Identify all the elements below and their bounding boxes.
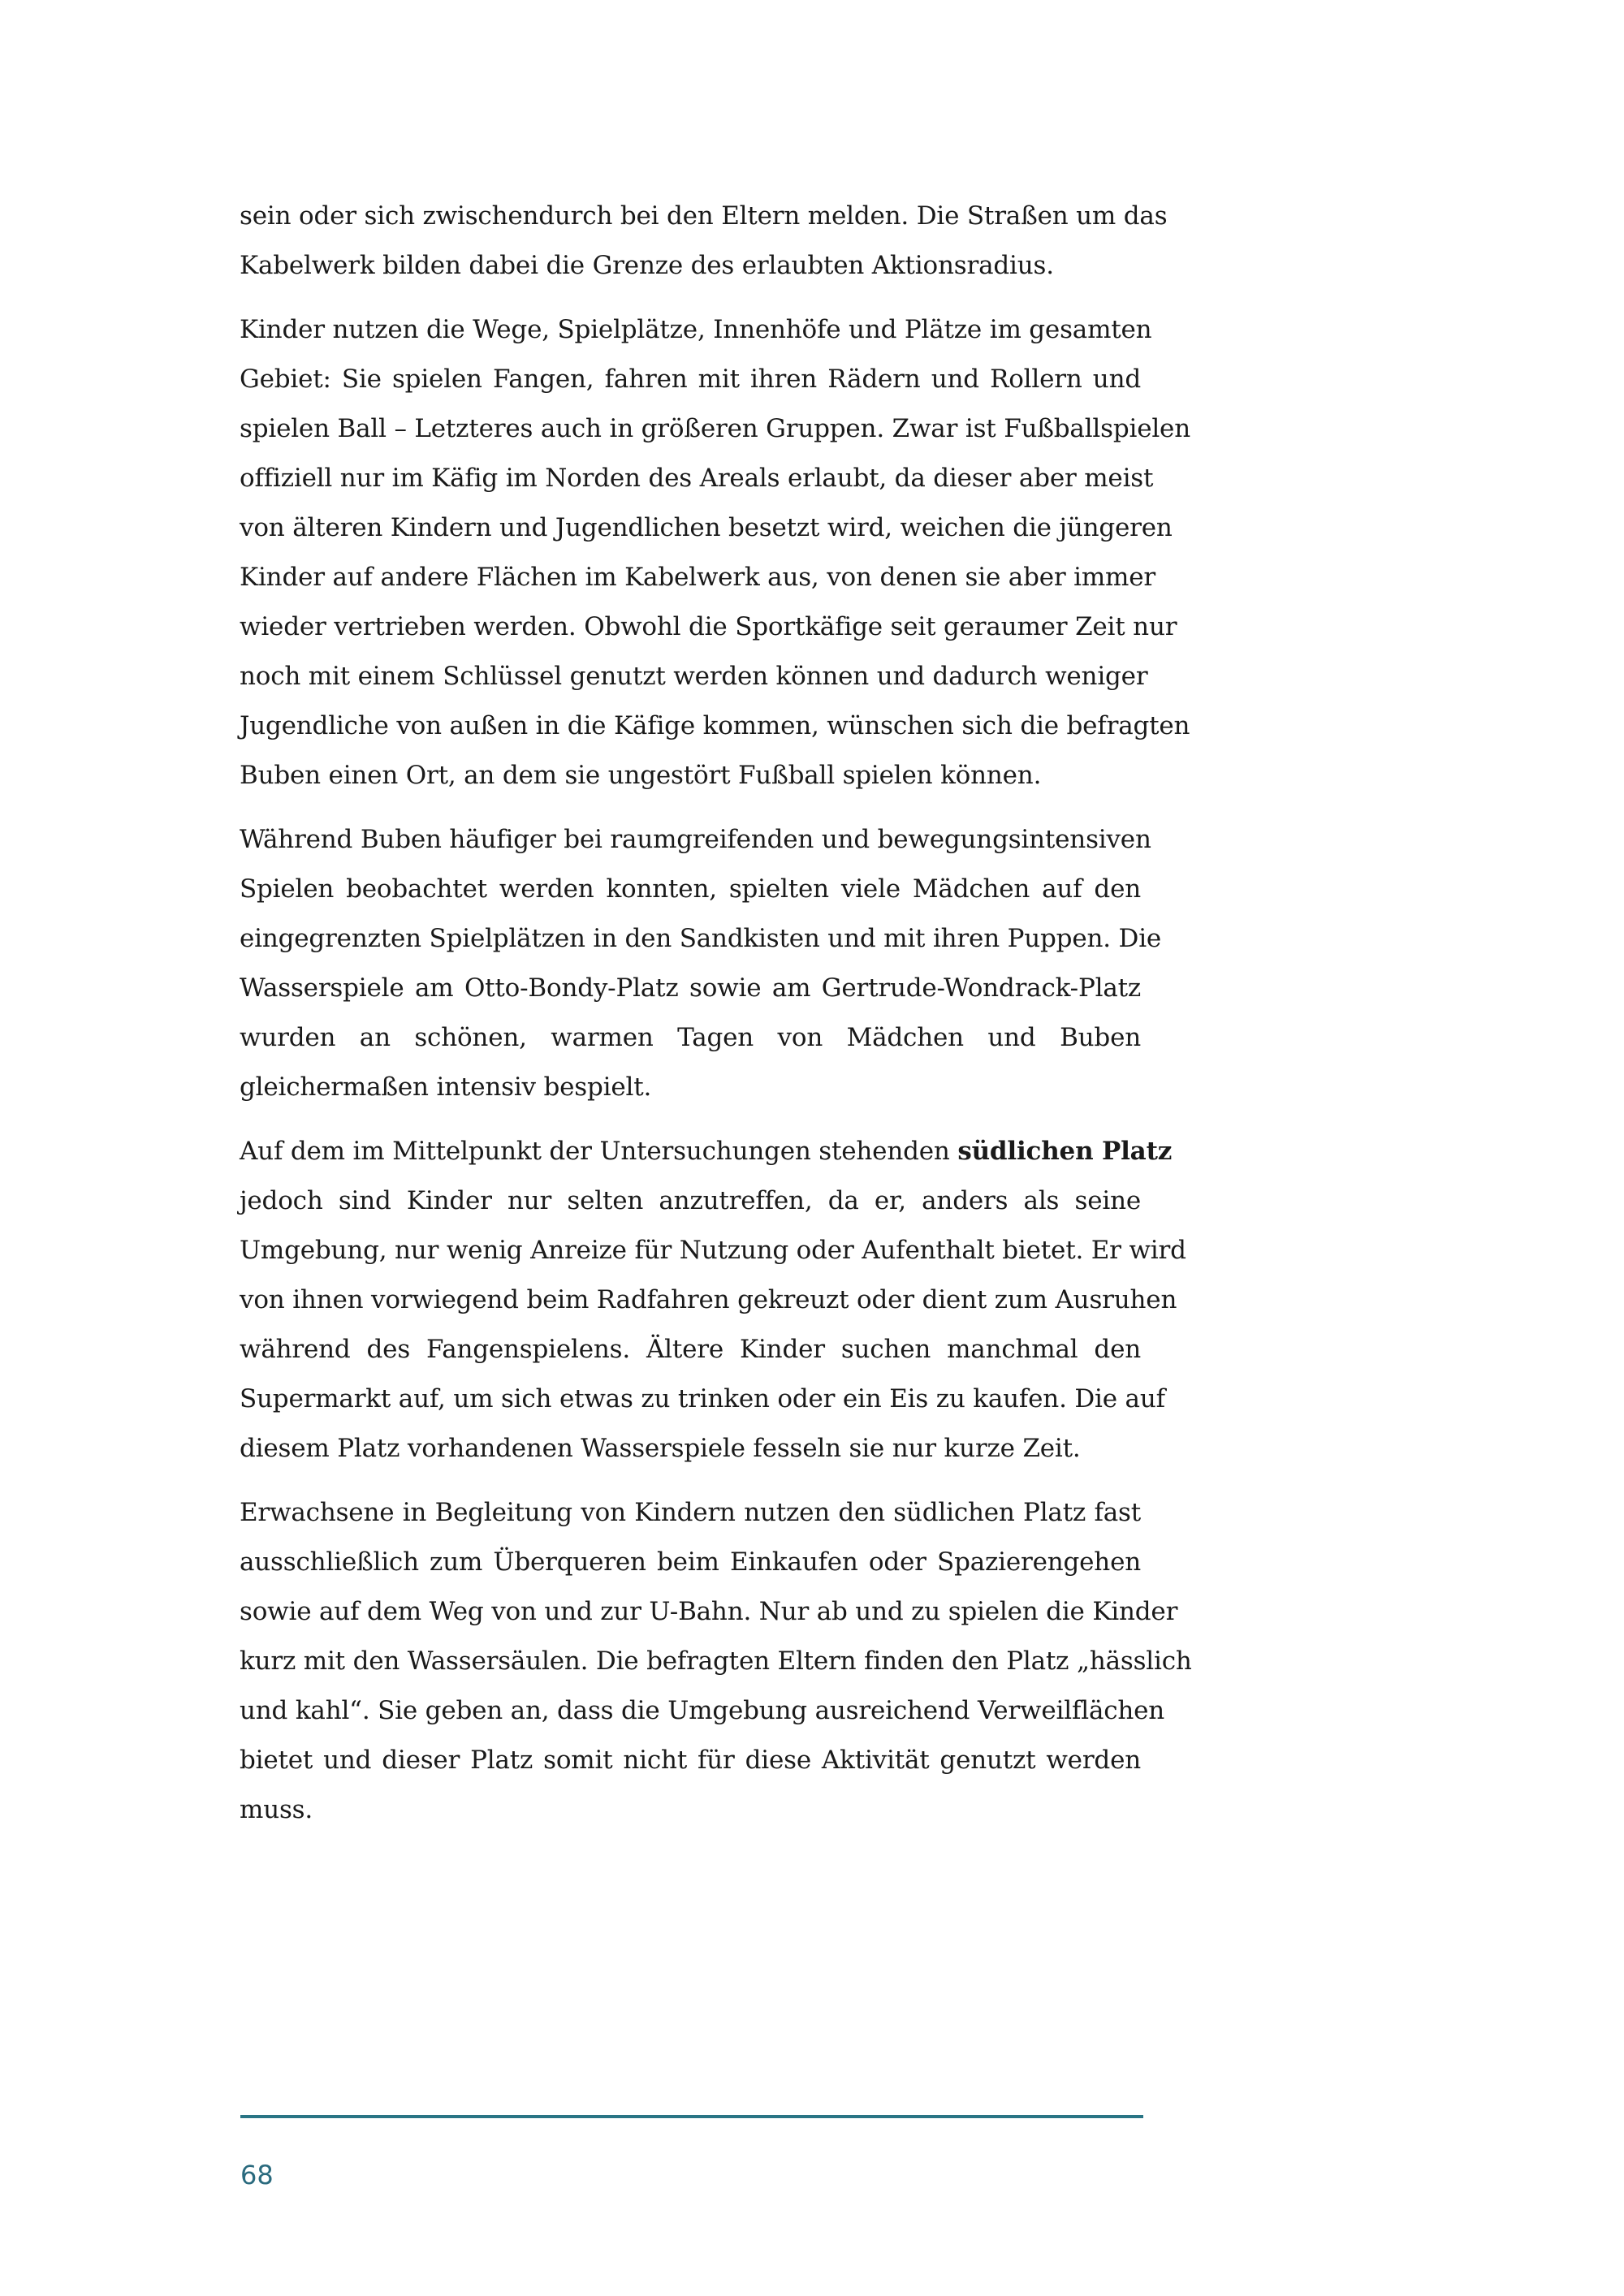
page-number: 68 [240,2160,274,2190]
text-line: Kabelwerk bilden dabei die Grenze des erlaubten Aktionsradius. [240,251,1054,280]
text-line-prefix: Auf dem im Mittelpunkt der Untersuchungen stehenden [240,1137,950,1166]
body-text [240,192,1192,1849]
text-line: Erwachsene in Begleitung von Kindern nutzen den südlichen Platz fast [240,1498,1141,1527]
text-line: wieder vertrieben werden. Obwohl die Sportkäfige seit geraumer Zeit nur [240,612,1177,641]
text-line: Umgebung, nur wenig Anreize für Nutzung oder Aufenthalt bietet. Er wird [240,1236,1186,1265]
text-line: muss. [240,1795,313,1824]
text-line: während des Fangenspielens. Ältere Kinder suchen manchmal den [240,1335,1141,1364]
text-line: von ihnen vorwiegend beim Radfahren gekreuzt oder dient zum Ausruhen [240,1285,1177,1314]
footer-divider [240,2115,1143,2118]
text-line: Spielen beobachtet werden konnten, spielten viele Mädchen auf den [240,874,1141,904]
text-line: sowie auf dem Weg von und zur U-Bahn. Nur ab und zu spielen die Kinder [240,1597,1178,1626]
text-line: noch mit einem Schlüssel genutzt werden können und dadurch weniger [240,662,1148,691]
text-line: Kinder auf andere Flächen im Kabelwerk aus, von denen sie aber immer [240,563,1155,592]
text-line: Wasserspiele am Otto-Bondy-Platz sowie am Gertrude-Wondrack-Platz [240,973,1141,1003]
text-line: sein oder sich zwischendurch bei den Eltern melden. Die Straßen um das [240,201,1168,231]
text-line: und kahl“. Sie geben an, dass die Umgebung ausreichend Verweilflächen [240,1696,1165,1725]
text-line: Kinder nutzen die Wege, Spielplätze, Innenhöfe und Plätze im gesamten [240,315,1152,344]
text-line: Jugendliche von außen in die Käfige kommen, wünschen sich die befragten [240,711,1190,740]
text-line: diesem Platz vorhandenen Wasserspiele fesseln sie nur kurze Zeit. [240,1434,1081,1463]
text-line: wurden an schönen, warmen Tagen von Mädchen und Buben [240,1023,1141,1052]
text-line: eingegrenzten Spielplätzen in den Sandkisten und mit ihren Puppen. Die [240,924,1162,953]
text-line: ausschließlich zum Überqueren beim Einkaufen oder Spazierengehen [240,1547,1141,1577]
emphasis-southern-square: südlichen Platz [957,1137,1173,1166]
paragraph-2 [240,305,1190,801]
text-line: offiziell nur im Käfig im Norden des Areals erlaubt, da dieser aber meist [240,464,1154,493]
paragraph-1 [240,192,1168,291]
paragraph-5 [240,1488,1192,1835]
text-line: bietet und dieser Platz somit nicht für diese Aktivität genutzt werden [240,1746,1141,1775]
text-line: kurz mit den Wassersäulen. Die befragten Eltern finden den Platz „hässlich [240,1646,1192,1676]
paragraph-3 [240,815,1162,1112]
text-line: Gebiet: Sie spielen Fangen, fahren mit ihren Rädern und Rollern und [240,365,1141,394]
text-line: gleichermaßen intensiv bespielt. [240,1072,652,1102]
text-line: Supermarkt auf, um sich etwas zu trinken oder ein Eis zu kaufen. Die auf [240,1384,1165,1413]
text-line [240,1127,1173,1176]
text-line: Buben einen Ort, an dem sie ungestört Fußball spielen können. [240,761,1042,790]
text-line: jedoch sind Kinder nur selten anzutreffen, da er, anders als seine [240,1186,1141,1215]
text-line: Während Buben häufiger bei raumgreifenden und bewegungsintensiven [240,825,1151,854]
text-line: spielen Ball – Letzteres auch in größeren Gruppen. Zwar ist Fußballspielen [240,414,1190,443]
text-line: von älteren Kindern und Jugendlichen besetzt wird, weichen die jüngeren [240,513,1173,542]
paragraph-4 [240,1127,1186,1474]
